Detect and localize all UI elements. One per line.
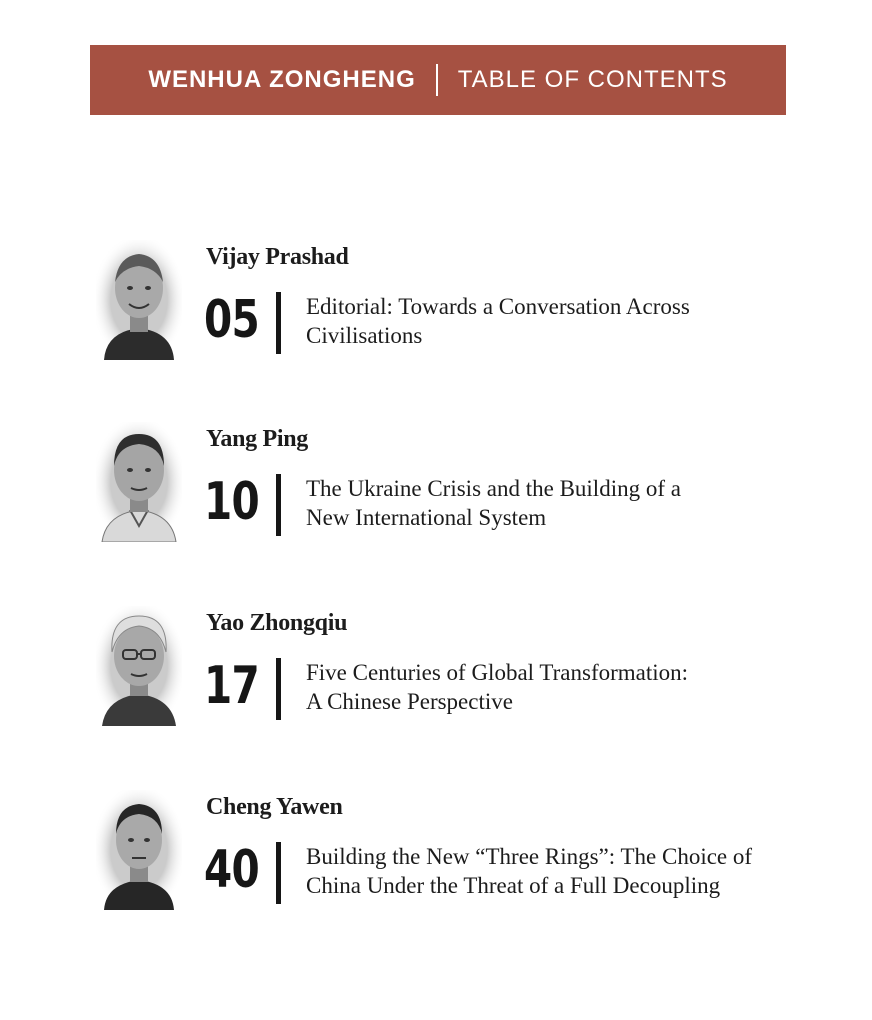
- article-title-line: The Ukraine Crisis and the Building of a: [306, 476, 681, 501]
- author-name: Yao Zhongqiu: [206, 610, 348, 636]
- entry-divider: [276, 292, 281, 354]
- journal-title: WENHUA ZONGHENG: [148, 66, 416, 93]
- toc-entry[interactable]: [96, 606, 796, 736]
- toc-entry[interactable]: [96, 790, 796, 920]
- article-title-line: Civilisations: [306, 323, 423, 348]
- article-title-line: Editorial: Towards a Conversation Across: [306, 294, 690, 319]
- entry-divider: [276, 842, 281, 904]
- page-number: 17: [204, 656, 259, 716]
- page-number: 40: [204, 840, 259, 900]
- article-title-line: New International System: [306, 505, 547, 530]
- author-name: Yang Ping: [206, 426, 308, 452]
- author-name: Cheng Yawen: [206, 794, 343, 820]
- author-portrait-icon: [96, 606, 182, 726]
- article-title-line: A Chinese Perspective: [306, 689, 513, 714]
- article-title[interactable]: [306, 842, 786, 900]
- entry-divider: [276, 474, 281, 536]
- section-title: TABLE OF CONTENTS: [457, 66, 728, 93]
- article-title-line: China Under the Threat of a Full Decoupling: [306, 873, 721, 898]
- article-title[interactable]: [306, 658, 786, 716]
- header-divider: [436, 64, 438, 96]
- article-title[interactable]: [306, 474, 786, 532]
- toc-entry[interactable]: [96, 240, 796, 370]
- page-number: 05: [204, 290, 259, 350]
- article-title-line: Building the New “Three Rings”: The Choice of: [306, 844, 753, 869]
- page-number: 10: [204, 472, 259, 532]
- author-portrait-icon: [96, 790, 182, 910]
- entry-divider: [276, 658, 281, 720]
- toc-header: [90, 45, 786, 115]
- article-title-line: Five Centuries of Global Transformation:: [306, 660, 689, 685]
- author-portrait-icon: [96, 240, 182, 360]
- article-title[interactable]: [306, 292, 786, 350]
- author-portrait-icon: [96, 422, 182, 542]
- author-name: Vijay Prashad: [206, 244, 349, 270]
- toc-entry[interactable]: [96, 422, 796, 552]
